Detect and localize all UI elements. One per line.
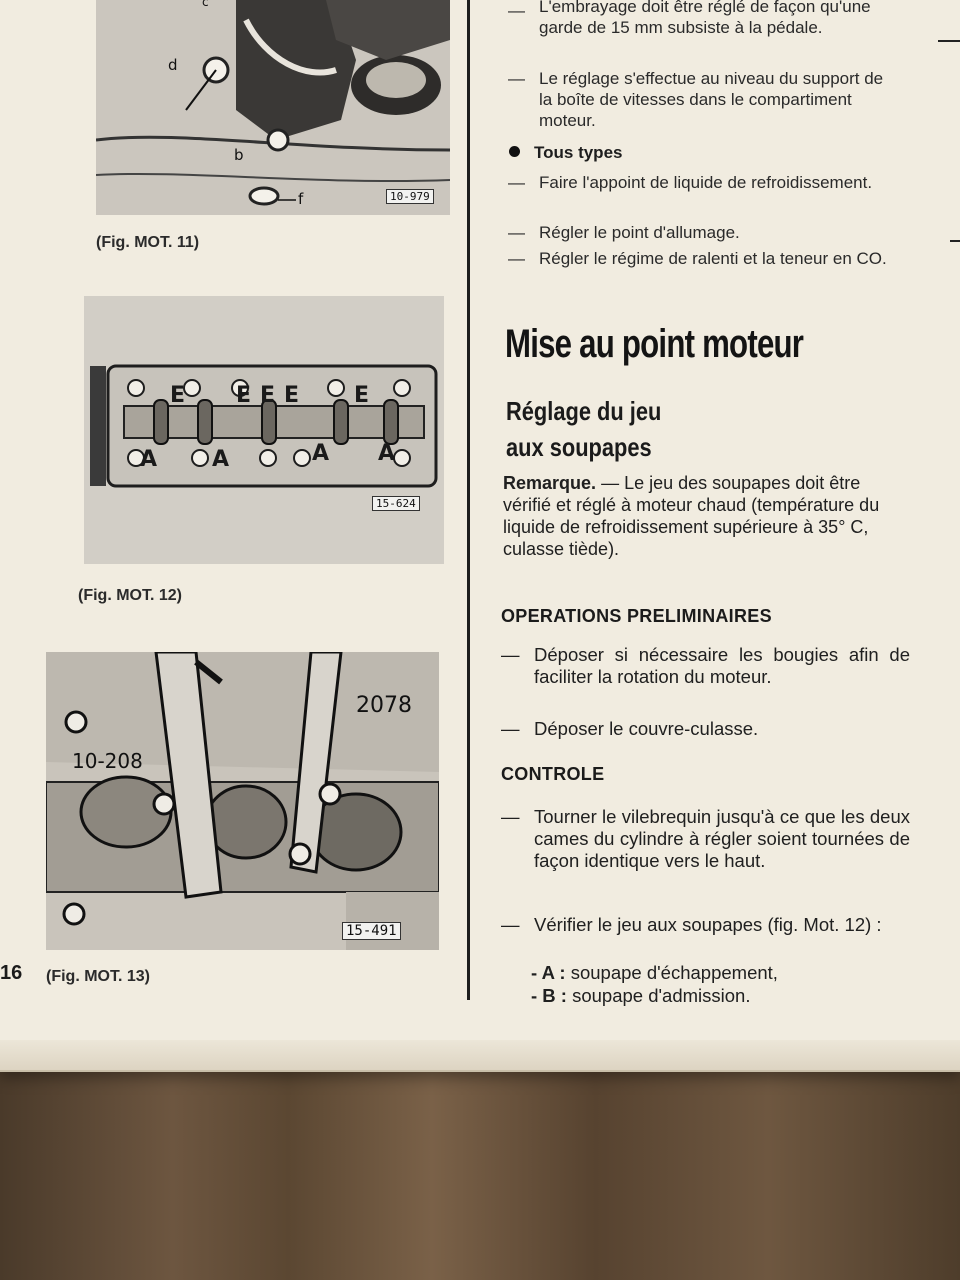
fig1-label-d: d bbox=[168, 56, 178, 74]
figure-mot-12 bbox=[84, 296, 444, 564]
fig3-caption: (Fig. MOT. 13) bbox=[46, 968, 150, 985]
fig1-label-c: c bbox=[202, 0, 209, 9]
list-item bbox=[508, 68, 898, 132]
valve-key-b-label: - B : bbox=[531, 985, 567, 1006]
list-item-text: Régler le point d'allumage. bbox=[539, 223, 740, 242]
column-divider bbox=[467, 0, 470, 1000]
dash: — bbox=[501, 914, 520, 935]
list-item-text: Déposer si nécessaire les bougies afin de faciliter la rotation du moteur. bbox=[534, 644, 910, 687]
control-heading: CONTROLE bbox=[501, 764, 605, 784]
fig1-caption: (Fig. MOT. 11) bbox=[96, 234, 200, 251]
right-column-rule-2 bbox=[950, 240, 960, 242]
subsection-title-line-2: aux soupapes bbox=[506, 432, 652, 462]
list-item-text: L'embrayage doit être réglé de façon qu'une garde de 15 mm subsiste à la pédale. bbox=[539, 0, 871, 37]
valve-key-b-text: soupape d'admission. bbox=[572, 985, 751, 1006]
remark-paragraph bbox=[503, 472, 903, 560]
dash: — bbox=[508, 249, 525, 268]
table-background bbox=[0, 1060, 960, 1280]
fig2-label-e5: E bbox=[354, 383, 370, 408]
fig2-label-e1: E bbox=[170, 383, 186, 408]
page-number: 16 bbox=[0, 962, 23, 984]
list-item-text: Faire l'appoint de liquide de refroidissement. bbox=[539, 173, 873, 192]
fig2-label-a4: A bbox=[378, 441, 396, 466]
fig2-label-a3: A bbox=[312, 441, 330, 466]
fig1-label-b: b bbox=[234, 146, 244, 164]
valve-key-a-text: soupape d'échappement, bbox=[570, 962, 778, 983]
fig2-label-a2: A bbox=[212, 447, 230, 472]
figure-mot-13 bbox=[46, 652, 439, 950]
subsection-title bbox=[506, 393, 661, 465]
dash: — bbox=[501, 806, 520, 827]
valve-key-a-label: - A : bbox=[531, 962, 566, 983]
all-types-heading: Tous types bbox=[509, 143, 622, 163]
list-item bbox=[508, 0, 898, 64]
dash: — bbox=[508, 223, 525, 242]
page-edge bbox=[0, 1040, 960, 1070]
dash: — bbox=[508, 1, 525, 20]
fig2-label-a1: A bbox=[140, 447, 158, 472]
figure-mot-11 bbox=[96, 0, 450, 215]
right-column-rule bbox=[938, 40, 960, 42]
list-item-text: Déposer le couvre-culasse. bbox=[534, 718, 759, 739]
fig2-caption: (Fig. MOT. 12) bbox=[78, 587, 182, 604]
valve-key-b bbox=[531, 985, 750, 1007]
bullet-dot-icon bbox=[509, 146, 520, 157]
list-item-text: Le réglage s'effectue au niveau du support de la boîte de vitesses dans le compartiment moteur. bbox=[539, 69, 884, 130]
section-title: Mise au point moteur bbox=[505, 322, 804, 366]
fig3-tool-10-208: 10-208 bbox=[72, 749, 143, 773]
list-item-text: Tourner le vilebrequin jusqu'à ce que les deux cames du cylindre à régler soient tournées de façon identique vers le haut. bbox=[534, 806, 910, 871]
remark-text: — Le jeu des soupapes doit être vérifié et réglé à moteur chaud (température du liquide de refroidissement supérieure à 35° C, culasse tiède). bbox=[503, 473, 880, 559]
fig2-ref: 15-624 bbox=[372, 496, 420, 511]
dash: — bbox=[508, 69, 525, 88]
fig3-ref: 15-491 bbox=[342, 922, 401, 940]
list-item-text: Vérifier le jeu aux soupapes (fig. Mot. 12) : bbox=[534, 914, 882, 935]
subsection-title-line-1: Réglage du jeu bbox=[506, 396, 662, 426]
fig1-label-f: f bbox=[298, 190, 304, 208]
dash: — bbox=[508, 173, 525, 192]
fig3-tool-2078: 2078 bbox=[356, 693, 412, 718]
fig2-label-e4: E bbox=[284, 383, 300, 408]
valve-key-a bbox=[531, 962, 778, 984]
fig2-label-e3: E bbox=[260, 383, 276, 408]
dash: — bbox=[501, 718, 520, 739]
preliminary-heading: OPERATIONS PRELIMINAIRES bbox=[501, 606, 772, 626]
fig2-label-e2: E bbox=[236, 383, 252, 408]
list-item-text: Régler le régime de ralenti et la teneur en CO. bbox=[539, 249, 887, 268]
remark-label: Remarque. bbox=[503, 473, 597, 493]
dash: — bbox=[501, 644, 520, 665]
fig1-ref: 10-979 bbox=[386, 189, 434, 204]
